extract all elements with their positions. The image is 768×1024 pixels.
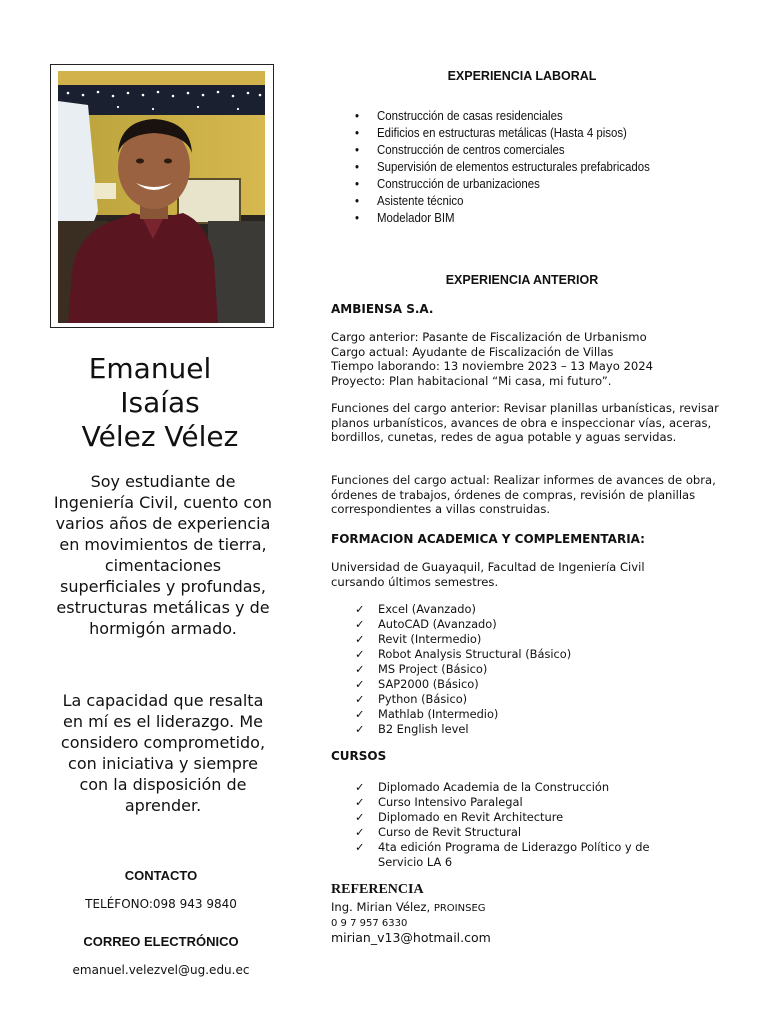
item-text: Revit (Intermedio) <box>378 632 482 646</box>
referencia-email[interactable]: mirian_v13@hotmail.com <box>331 930 491 946</box>
experiencia-item: • Construcción de urbanizaciones <box>355 175 650 192</box>
skill-item <box>355 647 571 662</box>
referencia-phone: 0 9 7 957 6330 <box>331 917 408 929</box>
cargo-actual: Cargo actual: Ayudante de Fiscalización de Villas <box>331 344 614 359</box>
curso-item <box>355 825 688 840</box>
item-text: Excel (Avanzado) <box>378 602 476 616</box>
item-text: Diplomado en Revit Architecture <box>378 810 564 824</box>
name-line-3: Vélez Vélez <box>81 420 239 453</box>
skill-item <box>355 707 571 722</box>
item-text: AutoCAD (Avanzado) <box>378 617 497 631</box>
profile-name <box>40 352 280 454</box>
check-icon: ✓ <box>355 825 365 839</box>
referencia-heading: REFERENCIA <box>331 882 424 897</box>
check-icon: ✓ <box>355 692 365 706</box>
check-icon: ✓ <box>355 707 365 721</box>
profile-strengths: La capacidad que resalta en mí es el liderazgo. Me considero comprometido, con iniciativa y siempre con la disposición de aprender. <box>60 691 266 815</box>
experiencia-item: • Asistente técnico <box>355 192 650 209</box>
skill-item <box>355 617 571 632</box>
experiencia-item: • Construcción de centros comerciales <box>355 141 650 158</box>
skill-item <box>355 722 571 737</box>
cursos-list <box>355 780 688 870</box>
profile-photo-frame <box>50 64 274 328</box>
curso-item <box>355 795 688 810</box>
check-icon: ✓ <box>355 647 365 661</box>
funciones-actual: Funciones del cargo actual: Realizar informes de avances de obra, órdenes de trabajos, órdenes de compras, revisión de planillas correspondientes a villas construidas. <box>331 473 716 517</box>
formacion-heading: FORMACION ACADEMICA Y COMPLEMENTARIA: <box>331 532 645 546</box>
skills-list <box>355 602 571 737</box>
funciones-anterior: Funciones del cargo anterior: Revisar planillas urbanísticas, revisar planos urbanísticos, avances de obra e inspeccionar vías, aceras, bordillos, cunetas, redes de agua potable y aguas servidas. <box>331 401 719 445</box>
check-icon: ✓ <box>355 632 365 646</box>
experiencia-laboral-list <box>355 107 650 226</box>
experiencia-item: • Construcción de casas residenciales <box>355 107 650 124</box>
item-text: B2 English level <box>378 722 469 736</box>
item-text: Curso de Revit Structural <box>378 825 522 839</box>
check-icon: ✓ <box>355 602 365 616</box>
item-text: SAP2000 (Básico) <box>378 677 479 691</box>
check-icon: ✓ <box>355 617 365 631</box>
referencia-name: Ing. Mirian Vélez, <box>331 900 431 914</box>
referencia-company: PROINSEG <box>433 903 486 914</box>
item-text: Mathlab (Intermedio) <box>378 707 499 721</box>
university: Universidad de Guayaquil, Facultad de Ingeniería Civil cursando últimos semestres. <box>331 560 645 589</box>
experiencia-laboral-heading: EXPERIENCIA LABORAL <box>447 69 597 83</box>
skill-item <box>355 632 571 647</box>
check-icon: ✓ <box>355 840 365 854</box>
check-icon: ✓ <box>355 677 365 691</box>
proyecto: Proyecto: Plan habitacional “Mi casa, mi futuro”. <box>331 373 612 388</box>
skill-item <box>355 602 571 617</box>
item-text: Diplomado Academia de la Construcción <box>378 780 610 794</box>
profile-photo <box>58 71 265 323</box>
item-text: Robot Analysis Structural (Básico) <box>378 647 572 661</box>
cargo-anterior: Cargo anterior: Pasante de Fiscalización de Urbanismo <box>331 330 647 344</box>
job-details <box>331 330 731 388</box>
skill-item <box>355 662 571 677</box>
tiempo-laborando: Tiempo laborando: 13 noviembre 2023 – 13 Mayo 2024 <box>331 359 653 374</box>
skill-item <box>355 692 571 707</box>
email-heading: CORREO ELECTRÓNICO <box>83 934 239 949</box>
item-text: MS Project (Básico) <box>378 662 488 676</box>
profile-summary: Soy estudiante de Ingeniería Civil, cuento con varios años de experiencia en movimientos de tierra, cimentaciones superficiales y profundas, estructuras metálicas y de hormigón armado. <box>53 472 273 638</box>
curso-item <box>355 840 688 870</box>
experiencia-item: • Edificios en estructuras metálicas (Hasta 4 pisos) <box>355 124 650 141</box>
contact-heading: CONTACTO <box>124 868 198 883</box>
contact-phone: TELÉFONO:098 943 9840 <box>85 897 237 911</box>
check-icon: ✓ <box>355 780 365 794</box>
check-icon: ✓ <box>355 795 365 809</box>
check-icon: ✓ <box>355 662 365 676</box>
item-text: Curso Intensivo Paralegal <box>378 795 523 809</box>
experiencia-item: • Modelador BIM <box>355 209 650 226</box>
curso-item <box>355 780 688 795</box>
referencia-details <box>331 900 731 946</box>
experiencia-anterior-heading: EXPERIENCIA ANTERIOR <box>445 273 599 287</box>
company-name: AMBIENSA S.A. <box>331 302 434 316</box>
item-text: 4ta edición Programa de Liderazgo Político y de Servicio LA 6 <box>378 840 650 869</box>
item-text: Python (Básico) <box>378 692 468 706</box>
curso-item <box>355 810 688 825</box>
check-icon: ✓ <box>355 810 365 824</box>
contact-email[interactable]: emanuel.velezvel@ug.edu.ec <box>72 963 250 977</box>
cursos-heading: CURSOS <box>331 749 387 763</box>
experiencia-item: • Supervisión de elementos estructurales prefabricados <box>355 158 650 175</box>
name-line-1: Emanuel <box>88 352 212 385</box>
check-icon: ✓ <box>355 722 365 736</box>
skill-item <box>355 677 571 692</box>
name-line-2: Isaías <box>120 386 200 419</box>
